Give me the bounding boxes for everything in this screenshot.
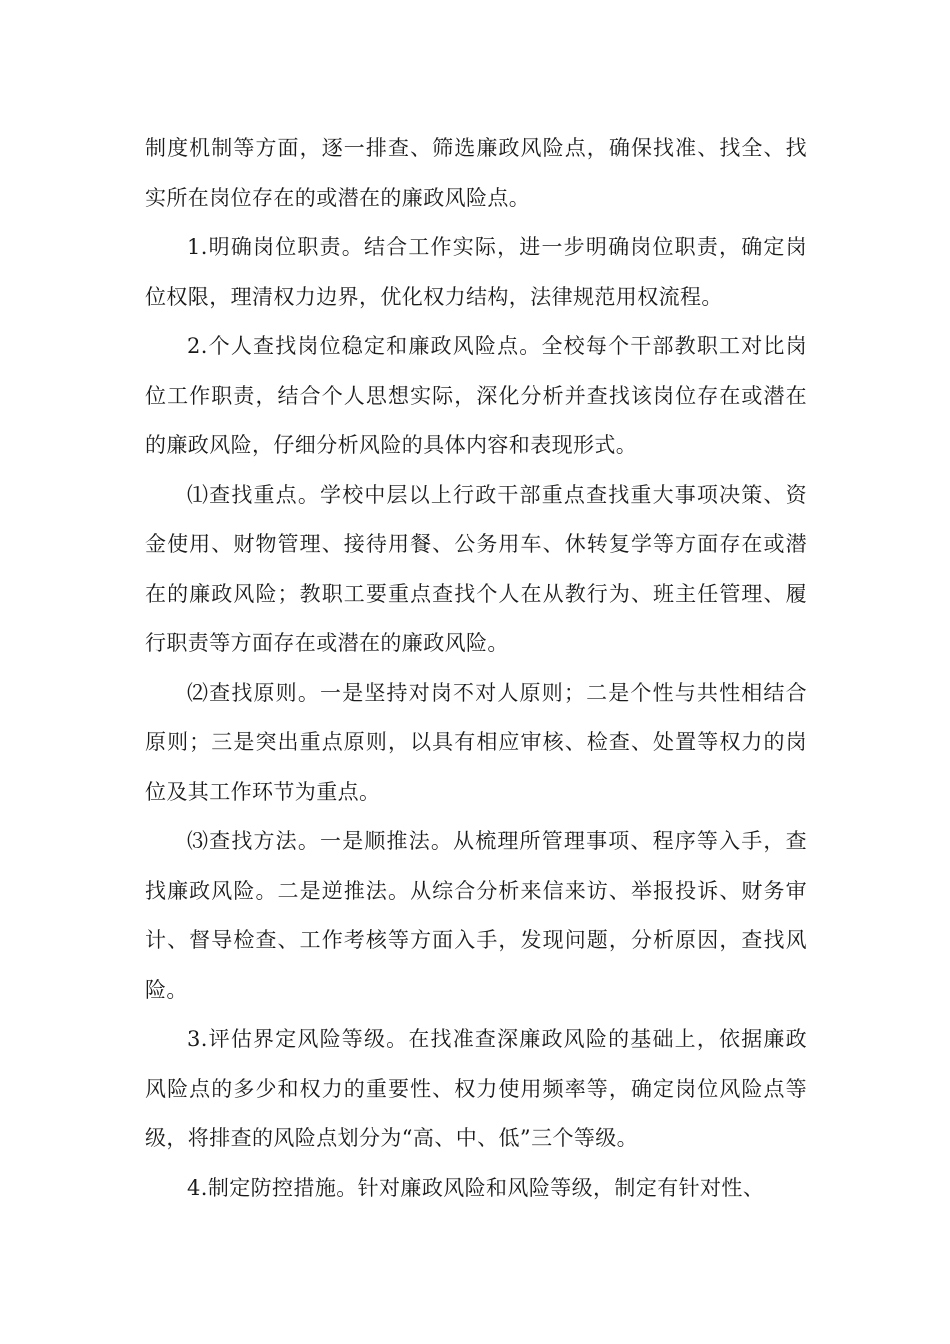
paragraph-item-2: 2.个人查找岗位稳定和廉政风险点。全校每个干部教职工对比岗位工作职责，结合个人思想实际，深化分析并查找该岗位存在或潜在的廉政风险，仔细分析风险的具体内容和表现形式。 <box>145 334 807 457</box>
paragraph-item-3: 3.评估界定风险等级。在找准查深廉政风险的基础上，依据廉政风险点的多少和权力的重要性、权力使用频率等，确定岗位风险点等级，将排查的风险点划分为“高、中、低”三个等级。 <box>145 1027 807 1150</box>
paragraph-item-1: 1.明确岗位职责。结合工作实际，进一步明确岗位职责，确定岗位权限，理清权力边界，优化权力结构，法律规范用权流程。 <box>145 235 807 309</box>
paragraph-subitem-1: ⑴查找重点。学校中层以上行政干部重点查找重大事项决策、资金使用、财物管理、接待用餐、公务用车、休转复学等方面存在或潜在的廉政风险；教职工要重点查找个人在从教行为、班主任管理、履行职责等方面存在或潜在的廉政风险。 <box>145 482 807 655</box>
paragraph-item-4: 4.制定防控措施。针对廉政风险和风险等级，制定有针对性、 <box>187 1175 765 1200</box>
paragraph-subitem-3: ⑶查找方法。一是顺推法。从梳理所管理事项、程序等入手，查找廉政风险。二是逆推法。从综合分析来信来访、举报投诉、财务审计、督导检查、工作考核等方面入手，发现问题，分析原因，查找风险。 <box>145 829 807 1002</box>
document-body <box>145 124 807 1213</box>
paragraph-continued: 制度机制等方面，逐一排查、筛选廉政风险点，确保找准、找全、找实所在岗位存在的或潜在的廉政风险点。 <box>145 136 807 210</box>
paragraph-subitem-2: ⑵查找原则。一是坚持对岗不对人原则；二是个性与共性相结合原则；三是突出重点原则，以具有相应审核、检查、处置等权力的岗位及其工作环节为重点。 <box>145 680 807 804</box>
